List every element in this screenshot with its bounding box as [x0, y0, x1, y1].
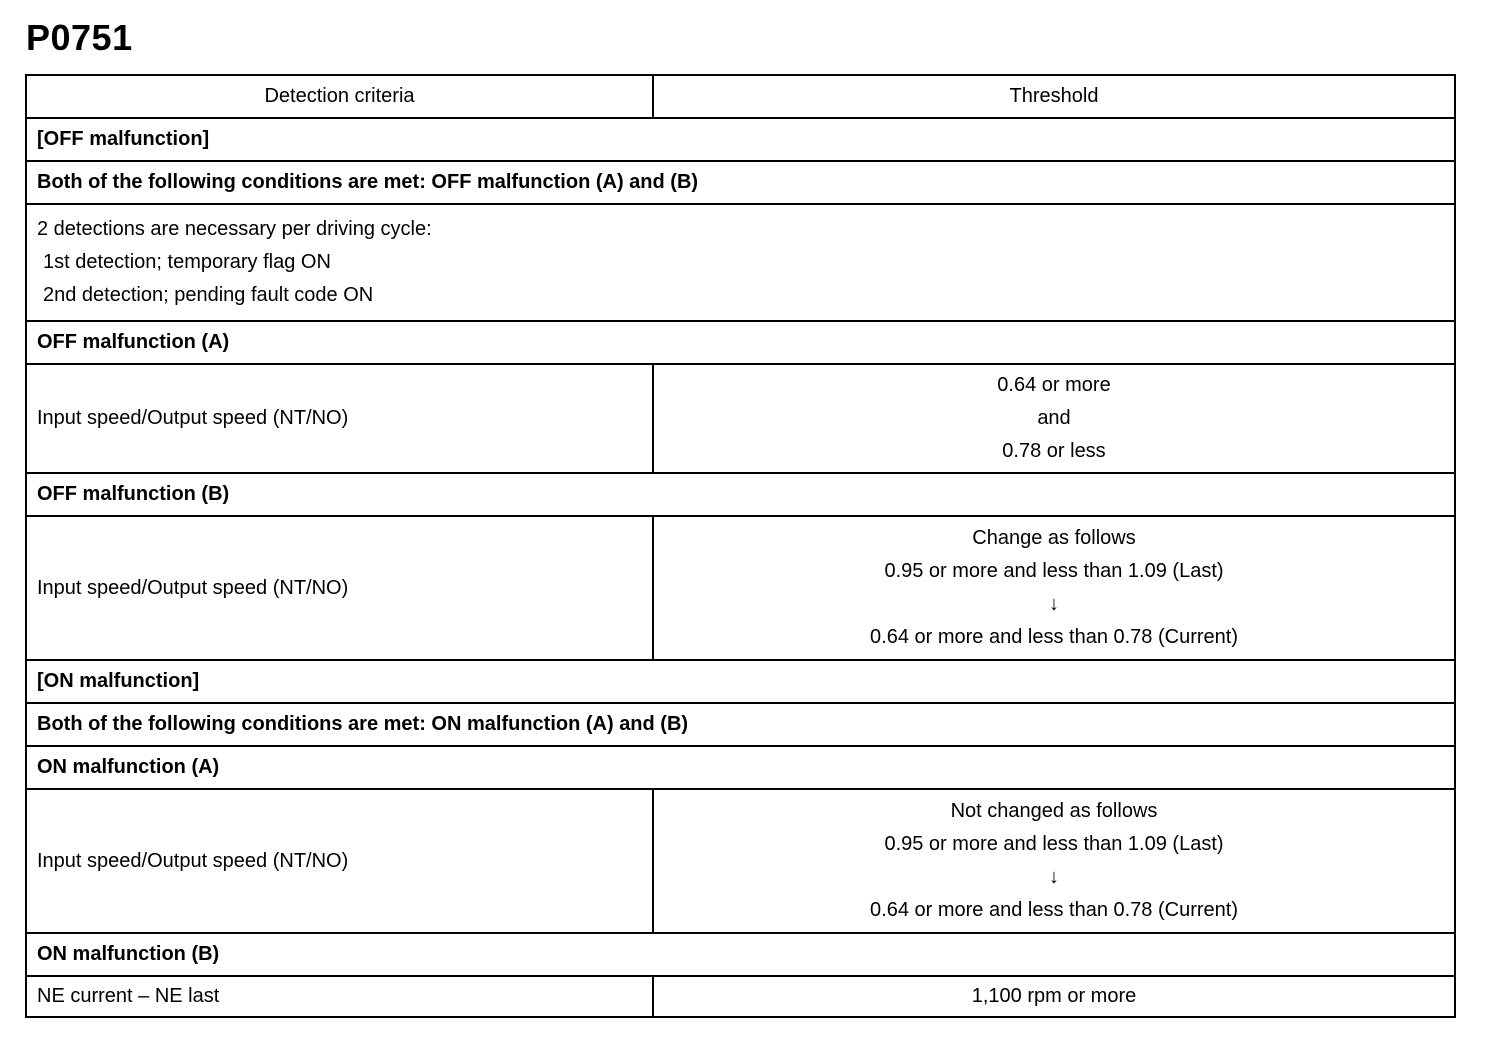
- threshold-line: Not changed as follows: [950, 800, 1158, 822]
- on-both-conditions: Both of the following conditions are met: ON malfunction (A) and (B): [26, 703, 1455, 746]
- section-row: [26, 161, 1455, 204]
- off-malfunction-b-heading: OFF malfunction (B): [26, 473, 1455, 516]
- threshold-line: 0.64 or more and less than 0.78 (Current): [870, 626, 1238, 648]
- detections-line: 2nd detection; pending fault code ON: [43, 284, 374, 306]
- threshold-line: 0.95 or more and less than 1.09 (Last): [884, 833, 1224, 855]
- section-row: [26, 660, 1455, 703]
- detections-line: 2 detections are necessary per driving cycle:: [37, 218, 432, 240]
- detection-criteria-table: [25, 74, 1456, 1018]
- table-row: [26, 976, 1455, 1017]
- table-header-row: [26, 75, 1455, 118]
- threshold-line: and: [1037, 407, 1071, 429]
- on-b-criteria: NE current – NE last: [26, 976, 653, 1017]
- section-row: [26, 703, 1455, 746]
- on-malfunction-a-heading: ON malfunction (A): [26, 746, 1455, 789]
- off-a-criteria: Input speed/Output speed (NT/NO): [26, 364, 653, 473]
- table-row: [26, 364, 1455, 473]
- threshold-line: 0.95 or more and less than 1.09 (Last): [884, 560, 1224, 582]
- down-arrow-icon: ↓: [1049, 593, 1059, 615]
- page-title: P0751: [26, 17, 133, 58]
- section-row: [26, 118, 1455, 161]
- detections-note: [26, 204, 1455, 321]
- header-detection-criteria: Detection criteria: [26, 75, 653, 118]
- threshold-line: 0.64 or more: [997, 374, 1111, 396]
- detections-line: 1st detection; temporary flag ON: [43, 251, 331, 273]
- table-row: [26, 516, 1455, 660]
- section-row: [26, 746, 1455, 789]
- off-malfunction-heading: [OFF malfunction]: [26, 118, 1455, 161]
- header-threshold: Threshold: [653, 75, 1455, 118]
- threshold-line: 0.78 or less: [1002, 440, 1106, 462]
- detections-note-row: [26, 204, 1455, 321]
- on-a-criteria: Input speed/Output speed (NT/NO): [26, 789, 653, 933]
- off-a-threshold: [653, 364, 1455, 473]
- on-a-threshold: [653, 789, 1455, 933]
- section-row: [26, 933, 1455, 976]
- on-malfunction-heading: [ON malfunction]: [26, 660, 1455, 703]
- off-malfunction-a-heading: OFF malfunction (A): [26, 321, 1455, 364]
- section-row: [26, 473, 1455, 516]
- off-b-threshold: [653, 516, 1455, 660]
- on-b-threshold: 1,100 rpm or more: [653, 976, 1455, 1017]
- threshold-line: Change as follows: [972, 527, 1136, 549]
- threshold-line: 0.64 or more and less than 0.78 (Current): [870, 899, 1238, 921]
- off-both-conditions: Both of the following conditions are met: OFF malfunction (A) and (B): [26, 161, 1455, 204]
- on-malfunction-b-heading: ON malfunction (B): [26, 933, 1455, 976]
- section-row: [26, 321, 1455, 364]
- off-b-criteria: Input speed/Output speed (NT/NO): [26, 516, 653, 660]
- table-row: [26, 789, 1455, 933]
- down-arrow-icon: ↓: [1049, 866, 1059, 888]
